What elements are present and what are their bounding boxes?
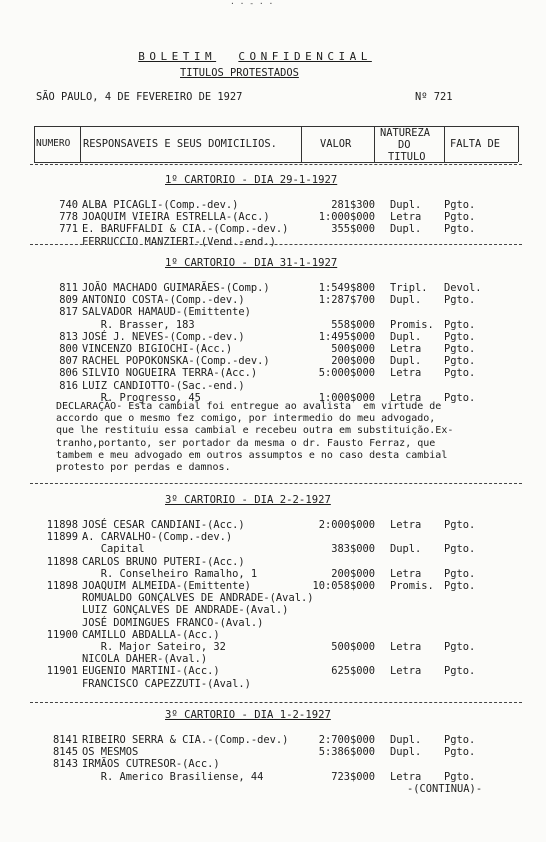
row-fault: Pgto. xyxy=(444,318,476,331)
row-fault: Pgto. xyxy=(444,746,476,759)
row-fault: Devol. xyxy=(444,282,482,294)
row-fault: Pgto. xyxy=(444,330,476,343)
section-divider xyxy=(30,702,522,703)
row-number: 11898 xyxy=(46,580,78,592)
row-fault: Pgto. xyxy=(444,641,476,653)
row-value: 1:549$800 xyxy=(318,282,375,294)
row-responsible: LUIZ CANDIOTTO-(Sac.-end.) xyxy=(82,379,245,392)
row-number: 771 xyxy=(59,223,78,236)
row-nature: Tripl. xyxy=(390,282,428,294)
row-number: 11899 xyxy=(46,531,78,544)
row-value: 1:000$000 xyxy=(318,391,375,404)
row-responsible: VINCENZO BIGIOCHI-(Acc.) xyxy=(82,343,233,355)
row-number: 807 xyxy=(59,355,78,368)
row-value: 1:287$700 xyxy=(318,294,375,307)
row-fault: Pgto. xyxy=(444,343,476,355)
row-number: 11898 xyxy=(46,519,78,531)
declaration-line: tambem e meu advogado em outros assumptos e no caso desta cambial xyxy=(56,449,448,461)
row-responsible: JOSÉ CESAR CANDIANI-(Acc.) xyxy=(82,519,245,531)
row-fault: Pgto. xyxy=(444,734,476,746)
row-value: 558$000 xyxy=(331,318,375,331)
section-divider xyxy=(30,244,522,245)
row-responsible: R. Major Sateiro, 32 xyxy=(82,641,226,653)
row-value: 2:700$000 xyxy=(318,734,375,746)
row-nature: Dupl. xyxy=(390,294,422,307)
row-fault: Pgto. xyxy=(444,199,476,211)
row-responsible: RIBEIRO SERRA & CIA.-(Comp.-dev.) xyxy=(82,734,289,746)
row-nature: Promis. xyxy=(390,580,434,592)
row-responsible: JOAQUIM ALMEIDA-(Emittente) xyxy=(82,580,251,592)
row-value: 200$000 xyxy=(331,355,375,368)
row-responsible: FRANCISCO CAPEZZUTI-(Aval.) xyxy=(82,677,251,690)
document-title-word-2: CONFIDENCIAL xyxy=(238,50,372,63)
row-responsible: R. Progresso, 45 xyxy=(82,391,201,404)
declaration-line: que lhe restituiu essa cambial e recebeu outra em substituição.Ex- xyxy=(56,425,454,437)
declaration-line: tranho,portanto, ser portador da mesma o dr. Fausto Ferraz, que xyxy=(56,437,436,449)
section-divider xyxy=(30,164,522,165)
section-title: 3º CARTORIO - DIA 1-2-1927 xyxy=(165,709,331,721)
row-value: 1:000$000 xyxy=(318,211,375,224)
row-responsible: SILVIO NOGUEIRA TERRA-(Acc.) xyxy=(82,367,258,380)
row-nature: Dupl. xyxy=(390,223,422,236)
row-number: 816 xyxy=(59,379,78,392)
row-value: 500$000 xyxy=(331,343,375,355)
row-responsible: NICOLA DAHER-(Aval.) xyxy=(82,653,208,666)
section-divider xyxy=(30,483,522,484)
row-responsible: OS MESMOS xyxy=(82,746,139,759)
row-nature: Letra xyxy=(390,641,422,653)
row-responsible: FERRUCCIO MANZIERI-(Vend.-end.) xyxy=(82,235,276,248)
section-title: 3º CARTORIO - DIA 2-2-1927 xyxy=(165,494,331,506)
row-nature: Letra xyxy=(390,770,422,783)
column-header-value: VALOR xyxy=(320,138,352,150)
row-responsible: ANTONIO COSTA-(Comp.-dev.) xyxy=(82,294,245,307)
row-fault: Pgto. xyxy=(444,543,476,556)
row-responsible: A. CARVALHO-(Comp.-dev.) xyxy=(82,531,233,544)
row-number: 8141 xyxy=(52,734,78,746)
section-title: 1º CARTORIO - DIA 31-1-1927 xyxy=(165,257,338,269)
row-responsible: EUGENIO MARTINI-(Acc.) xyxy=(82,665,220,678)
row-fault: Pgto. xyxy=(444,223,476,236)
row-number: 11901 xyxy=(46,665,78,678)
row-responsible: JOSÉ J. NEVES-(Comp.-dev.) xyxy=(82,330,245,343)
row-value: 500$000 xyxy=(331,641,375,653)
row-responsible: JOSÉ DOMINGUES FRANCO-(Aval.) xyxy=(82,616,264,629)
document-title-word-1: BOLETIM xyxy=(138,50,217,63)
row-responsible: E. BARUFFALDI & CIA.-(Comp.-dev.) xyxy=(82,223,289,236)
row-nature: Letra xyxy=(390,211,422,224)
row-nature: Dupl. xyxy=(390,734,422,746)
declaration-line: DECLARAÇÃO- Esta cambial foi entregue ao avalista em virtude de xyxy=(56,401,442,412)
column-header-fault: FALTA DE xyxy=(450,138,501,150)
row-fault: Pgto. xyxy=(444,391,476,404)
row-responsible: JOÃO MACHADO GUIMARÃES-(Comp.) xyxy=(82,282,270,294)
row-number: 8143 xyxy=(52,758,78,771)
document-subtitle: TITULOS PROTESTADOS xyxy=(180,67,299,79)
row-number: 11898 xyxy=(46,555,78,568)
row-value: 383$000 xyxy=(331,543,375,556)
row-value: 1:495$000 xyxy=(318,330,375,343)
row-responsible: LUIZ GONÇALVES DE ANDRADE-(Aval.) xyxy=(82,604,289,617)
row-responsible: R. Brasser, 183 xyxy=(82,318,195,331)
row-number: 811 xyxy=(59,282,78,294)
row-value: 200$000 xyxy=(331,567,375,580)
row-nature: Dupl. xyxy=(390,746,422,759)
row-responsible: R. Americo Brasiliense, 44 xyxy=(82,770,264,783)
row-value: 281$300 xyxy=(331,199,375,211)
row-value: 723$000 xyxy=(331,770,375,783)
row-nature: Letra xyxy=(390,367,422,380)
row-fault: Pgto. xyxy=(444,665,476,678)
row-responsible: ROMUALDO GONÇALVES DE ANDRADE-(Aval.) xyxy=(82,592,314,605)
row-value: 5:386$000 xyxy=(318,746,375,759)
row-fault: Pgto. xyxy=(444,355,476,368)
row-responsible: CARLOS BRUNO PUTERI-(Acc.) xyxy=(82,555,245,568)
row-nature: Dupl. xyxy=(390,330,422,343)
section-title: 1º CARTORIO - DIA 29-1-1927 xyxy=(165,174,338,186)
column-header-nature-line-3: TITULO xyxy=(388,151,426,163)
row-fault: Pgto. xyxy=(444,770,476,783)
row-fault: Pgto. xyxy=(444,211,476,224)
row-value: 5:000$000 xyxy=(318,367,375,380)
row-nature: Dupl. xyxy=(390,199,422,211)
column-header-number: NUMERO xyxy=(36,138,71,149)
document-title xyxy=(116,40,372,62)
row-fault: Pgto. xyxy=(444,367,476,380)
column-header-nature-line-2: DO xyxy=(398,139,411,151)
row-responsible: ALBA PICAGLI-(Comp.-dev.) xyxy=(82,199,239,211)
declaration-line: protesto por perdas e damnos. xyxy=(56,462,231,473)
row-nature: Dupl. xyxy=(390,543,422,556)
row-number: 778 xyxy=(59,211,78,224)
place-date: SÃO PAULO, 4 DE FEVEREIRO DE 1927 xyxy=(36,91,243,103)
row-nature: Letra xyxy=(390,343,422,355)
row-number: 817 xyxy=(59,306,78,319)
column-header-nature-line-1: NATUREZA xyxy=(380,127,431,139)
row-fault: Pgto. xyxy=(444,567,476,580)
row-value: 10:058$000 xyxy=(312,580,375,592)
continues-marker: -(CONTINUA)- xyxy=(407,783,483,795)
row-responsible: Capital xyxy=(82,543,145,556)
row-responsible: IRMÃOS CUTRESOR-(Acc.) xyxy=(82,758,220,771)
row-number: 8145 xyxy=(52,746,78,759)
row-nature: Letra xyxy=(390,665,422,678)
top-marks: · · - · · xyxy=(230,0,274,8)
row-nature: Letra xyxy=(390,567,422,580)
column-header-responsible: RESPONSAVEIS E SEUS DOMICILIOS. xyxy=(83,138,277,150)
row-responsible: R. Conselheiro Ramalho, 1 xyxy=(82,567,258,580)
row-number: 740 xyxy=(59,199,78,211)
row-responsible: CAMILLO ABDALLA-(Acc.) xyxy=(82,628,220,641)
row-number: 809 xyxy=(59,294,78,307)
row-fault: Pgto. xyxy=(444,294,476,307)
bulletin-number: Nº 721 xyxy=(415,91,453,103)
row-nature: Promis. xyxy=(390,318,434,331)
declaration-line: accordo que o mesmo fez comigo, por intermedio do meu advogado, xyxy=(56,413,436,425)
row-nature: Letra xyxy=(390,519,422,531)
row-number: 11900 xyxy=(46,628,78,641)
row-value: 2:000$000 xyxy=(318,519,375,531)
row-nature: Letra xyxy=(390,391,422,404)
row-number: 813 xyxy=(59,330,78,343)
row-number: 806 xyxy=(59,367,78,380)
row-value: 355$000 xyxy=(331,223,375,236)
row-number: 800 xyxy=(59,343,78,355)
row-nature: Dupl. xyxy=(390,355,422,368)
row-responsible: RACHEL POPOKONSKA-(Comp.-dev.) xyxy=(82,355,270,368)
row-fault: Pgto. xyxy=(444,519,476,531)
row-responsible: SALVADOR HAMAUD-(Emittente) xyxy=(82,306,251,319)
row-responsible: JOAQUIM VIEIRA ESTRELLA-(Acc.) xyxy=(82,211,270,224)
row-fault: Pgto. xyxy=(444,580,476,592)
row-value: 625$000 xyxy=(331,665,375,678)
